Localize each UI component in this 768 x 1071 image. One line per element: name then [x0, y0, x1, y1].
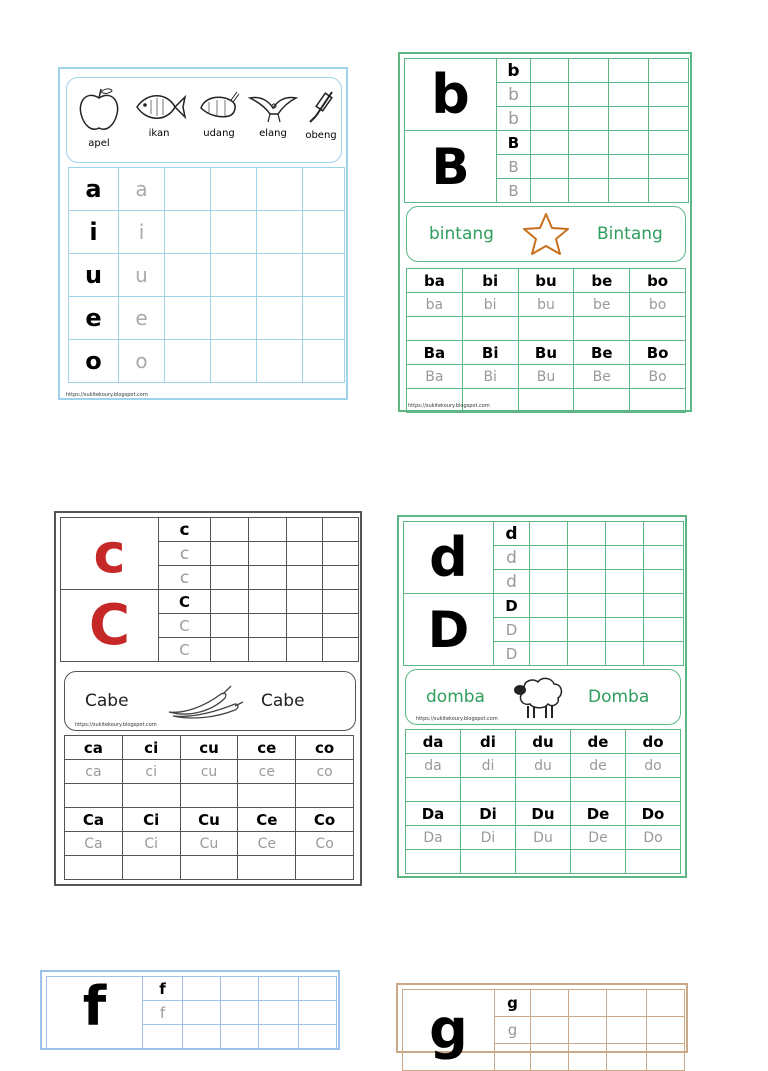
- writing-cell[interactable]: [257, 168, 303, 211]
- trace-letter: B: [497, 155, 531, 179]
- writing-cell[interactable]: [569, 107, 609, 131]
- syllable-trace: bo: [630, 293, 686, 317]
- word-upper: Bintang: [597, 224, 663, 244]
- writing-cell[interactable]: [183, 977, 221, 1001]
- writing-cell[interactable]: [406, 778, 461, 802]
- trace-letter: C: [159, 638, 211, 662]
- picture-ikan: [133, 90, 185, 139]
- writing-cell[interactable]: [569, 131, 609, 155]
- syllable-trace: de: [571, 754, 626, 778]
- syllable: Ca: [65, 808, 123, 832]
- syllable-trace: De: [571, 826, 626, 850]
- model-letter: d: [494, 522, 530, 546]
- writing-cell[interactable]: [531, 1017, 569, 1044]
- shrimp-icon: [197, 90, 241, 124]
- syllable-grid: [405, 729, 681, 874]
- writing-cell[interactable]: [516, 778, 571, 802]
- writing-cell[interactable]: [531, 83, 569, 107]
- letter-c-worksheet: [54, 511, 362, 886]
- eagle-icon: [248, 90, 298, 124]
- writing-cell[interactable]: [462, 317, 518, 341]
- trace-letter: c: [159, 542, 211, 566]
- syllable-trace: be: [574, 293, 630, 317]
- syllable-trace: Bo: [630, 365, 686, 389]
- writing-cell[interactable]: [644, 570, 684, 594]
- writing-cell[interactable]: [531, 59, 569, 83]
- syllable-trace: Co: [296, 832, 354, 856]
- letter-grid: [404, 58, 689, 203]
- writing-cell[interactable]: [518, 317, 574, 341]
- syllable: bi: [462, 269, 518, 293]
- picture-label: apel: [88, 138, 110, 149]
- trace-letter: c: [159, 566, 211, 590]
- writing-cell[interactable]: [259, 977, 299, 1001]
- writing-cell[interactable]: [211, 168, 257, 211]
- writing-cell[interactable]: [287, 638, 323, 662]
- vowel-letter: o: [69, 340, 119, 383]
- writing-cell[interactable]: [649, 155, 689, 179]
- writing-cell[interactable]: [287, 614, 323, 638]
- writing-cell[interactable]: [530, 594, 568, 618]
- syllable: Be: [574, 341, 630, 365]
- syllable-trace: Bi: [462, 365, 518, 389]
- writing-cell[interactable]: [609, 107, 649, 131]
- writing-cell[interactable]: [644, 546, 684, 570]
- sheep-icon: [510, 674, 570, 720]
- writing-cell[interactable]: [299, 977, 337, 1001]
- big-lowercase: f: [47, 977, 143, 1049]
- writing-cell[interactable]: [626, 850, 681, 874]
- writing-cell[interactable]: [249, 638, 287, 662]
- letter-grid: [60, 517, 359, 662]
- writing-cell[interactable]: [569, 83, 609, 107]
- big-lowercase: c: [61, 518, 159, 590]
- trace-letter: b: [497, 83, 531, 107]
- writing-cell[interactable]: [165, 297, 211, 340]
- model-letter: c: [159, 518, 211, 542]
- writing-cell[interactable]: [303, 297, 345, 340]
- syllable-trace: di: [461, 754, 516, 778]
- writing-cell[interactable]: [649, 179, 689, 203]
- writing-cell[interactable]: [569, 59, 609, 83]
- writing-cell[interactable]: [530, 618, 568, 642]
- picture-panel: [66, 77, 342, 163]
- syllable: Ci: [122, 808, 180, 832]
- star-icon: [521, 211, 571, 257]
- big-uppercase: C: [61, 590, 159, 662]
- writing-cell[interactable]: [296, 784, 354, 808]
- word-lower: bintang: [429, 224, 494, 244]
- word-upper: Cabe: [261, 691, 305, 711]
- writing-cell[interactable]: [303, 168, 345, 211]
- vowel-letter: i: [69, 211, 119, 254]
- writing-cell[interactable]: [183, 1001, 221, 1025]
- word-lower: domba: [426, 687, 485, 707]
- syllable-grid: [406, 268, 686, 413]
- writing-cell[interactable]: [323, 518, 359, 542]
- syllable-trace: Be: [574, 365, 630, 389]
- syllable: ba: [407, 269, 463, 293]
- writing-cell[interactable]: [257, 340, 303, 383]
- trace-letter: C: [159, 614, 211, 638]
- syllable-trace: Do: [626, 826, 681, 850]
- writing-cell[interactable]: [323, 542, 359, 566]
- syllable: co: [296, 736, 354, 760]
- vowel-letter: e: [69, 297, 119, 340]
- syllable-trace: bi: [462, 293, 518, 317]
- writing-cell[interactable]: [609, 179, 649, 203]
- writing-cell[interactable]: [211, 638, 249, 662]
- syllable-trace: Du: [516, 826, 571, 850]
- vowel-grid: [68, 167, 345, 383]
- syllable: be: [574, 269, 630, 293]
- trace-letter: f: [143, 1001, 183, 1025]
- writing-cell[interactable]: [649, 83, 689, 107]
- trace-letter: e: [119, 297, 165, 340]
- writing-cell[interactable]: [287, 542, 323, 566]
- syllable: Bi: [462, 341, 518, 365]
- syllable: ci: [122, 736, 180, 760]
- letter-g-worksheet: [396, 983, 688, 1061]
- writing-cell[interactable]: [647, 990, 685, 1017]
- word-lower: Cabe: [85, 691, 129, 711]
- writing-cell[interactable]: [571, 778, 626, 802]
- letter-grid: [403, 521, 684, 666]
- syllable-trace: ci: [122, 760, 180, 784]
- writing-cell[interactable]: [609, 59, 649, 83]
- writing-cell[interactable]: [644, 642, 684, 666]
- writing-cell[interactable]: [287, 518, 323, 542]
- picture-obeng: [295, 86, 347, 141]
- writing-cell[interactable]: [303, 254, 345, 297]
- model-letter: B: [497, 131, 531, 155]
- picture-apel: [73, 86, 125, 149]
- screwdriver-icon: [306, 86, 336, 126]
- syllable-trace: da: [406, 754, 461, 778]
- writing-cell[interactable]: [516, 850, 571, 874]
- syllable: di: [461, 730, 516, 754]
- writing-cell[interactable]: [406, 850, 461, 874]
- syllable: du: [516, 730, 571, 754]
- picture-label: ikan: [148, 128, 170, 139]
- writing-cell[interactable]: [257, 297, 303, 340]
- writing-cell[interactable]: [165, 211, 211, 254]
- model-letter: C: [159, 590, 211, 614]
- trace-letter: d: [494, 570, 530, 594]
- trace-letter: D: [494, 642, 530, 666]
- word-banner: [406, 206, 686, 262]
- writing-cell[interactable]: [323, 590, 359, 614]
- writing-cell[interactable]: [461, 778, 516, 802]
- vowel-letter: a: [69, 168, 119, 211]
- writing-cell[interactable]: [644, 618, 684, 642]
- writing-cell[interactable]: [649, 107, 689, 131]
- writing-cell[interactable]: [257, 254, 303, 297]
- writing-cell[interactable]: [647, 1017, 685, 1044]
- trace-letter: a: [119, 168, 165, 211]
- writing-cell[interactable]: [165, 168, 211, 211]
- writing-cell[interactable]: [568, 522, 606, 546]
- writing-cell[interactable]: [323, 614, 359, 638]
- syllable-trace: cu: [180, 760, 238, 784]
- syllable: da: [406, 730, 461, 754]
- trace-letter: o: [119, 340, 165, 383]
- syllable: Bo: [630, 341, 686, 365]
- picture-elang: [247, 90, 299, 139]
- big-lowercase: b: [405, 59, 497, 131]
- syllable: Du: [516, 802, 571, 826]
- trace-letter: B: [497, 179, 531, 203]
- writing-cell[interactable]: [221, 977, 259, 1001]
- writing-cell[interactable]: [607, 990, 647, 1017]
- writing-cell[interactable]: [649, 131, 689, 155]
- writing-cell[interactable]: [606, 570, 644, 594]
- syllable-trace: ca: [65, 760, 123, 784]
- syllable-trace: Di: [461, 826, 516, 850]
- writing-cell[interactable]: [531, 155, 569, 179]
- writing-cell[interactable]: [568, 546, 606, 570]
- writing-cell[interactable]: [249, 590, 287, 614]
- chili-icon: [165, 684, 245, 720]
- source-url: https://sukitekoury.blogspot.com: [416, 716, 498, 722]
- source-url: https://sukitekoury.blogspot.com: [66, 392, 148, 398]
- big-lowercase: g: [403, 990, 495, 1071]
- apple-icon: [76, 86, 122, 134]
- writing-cell[interactable]: [626, 778, 681, 802]
- writing-cell[interactable]: [249, 542, 287, 566]
- syllable-trace: ba: [407, 293, 463, 317]
- writing-cell[interactable]: [122, 784, 180, 808]
- writing-cell[interactable]: [574, 389, 630, 413]
- table-row: [69, 211, 345, 254]
- writing-cell[interactable]: [65, 856, 123, 880]
- writing-cell[interactable]: [630, 317, 686, 341]
- writing-cell[interactable]: [211, 590, 249, 614]
- writing-cell[interactable]: [606, 594, 644, 618]
- word-banner: [64, 671, 356, 731]
- writing-cell[interactable]: [606, 546, 644, 570]
- writing-cell[interactable]: [259, 1001, 299, 1025]
- syllable: De: [571, 802, 626, 826]
- writing-cell[interactable]: [165, 254, 211, 297]
- syllable: Do: [626, 802, 681, 826]
- picture-label: udang: [203, 128, 235, 139]
- writing-cell[interactable]: [257, 211, 303, 254]
- writing-cell[interactable]: [323, 566, 359, 590]
- writing-cell[interactable]: [531, 179, 569, 203]
- writing-cell[interactable]: [211, 211, 257, 254]
- syllable: Ba: [407, 341, 463, 365]
- letter-grid: [46, 976, 337, 1049]
- source-url: https://sukitekoury.blogspot.com: [408, 403, 490, 409]
- syllable-trace: co: [296, 760, 354, 784]
- trace-letter: b: [497, 107, 531, 131]
- writing-cell[interactable]: [461, 850, 516, 874]
- writing-cell[interactable]: [609, 131, 649, 155]
- writing-cell[interactable]: [568, 594, 606, 618]
- writing-cell[interactable]: [606, 522, 644, 546]
- writing-cell[interactable]: [569, 1017, 607, 1044]
- syllable-grid: [64, 735, 354, 880]
- writing-cell[interactable]: [296, 856, 354, 880]
- writing-cell[interactable]: [530, 642, 568, 666]
- syllable: cu: [180, 736, 238, 760]
- syllable: Cu: [180, 808, 238, 832]
- writing-cell[interactable]: [531, 990, 569, 1017]
- syllable-trace: bu: [518, 293, 574, 317]
- table-row: [69, 168, 345, 211]
- writing-cell[interactable]: [303, 211, 345, 254]
- writing-cell[interactable]: [180, 856, 238, 880]
- writing-cell[interactable]: [249, 566, 287, 590]
- syllable: Ce: [238, 808, 296, 832]
- writing-cell[interactable]: [287, 566, 323, 590]
- writing-cell[interactable]: [530, 570, 568, 594]
- fish-icon: [133, 90, 187, 124]
- writing-cell[interactable]: [65, 784, 123, 808]
- writing-cell[interactable]: [649, 59, 689, 83]
- model-letter: D: [494, 594, 530, 618]
- syllable: ca: [65, 736, 123, 760]
- writing-cell[interactable]: [238, 784, 296, 808]
- writing-cell[interactable]: [221, 1001, 259, 1025]
- trace-letter: g: [495, 1017, 531, 1044]
- model-letter: f: [143, 977, 183, 1001]
- table-row: [69, 254, 345, 297]
- trace-letter: D: [494, 618, 530, 642]
- writing-cell[interactable]: [249, 518, 287, 542]
- big-uppercase: B: [405, 131, 497, 203]
- writing-cell[interactable]: [165, 340, 211, 383]
- syllable: ce: [238, 736, 296, 760]
- syllable-trace: Bu: [518, 365, 574, 389]
- writing-cell[interactable]: [568, 642, 606, 666]
- writing-cell[interactable]: [211, 614, 249, 638]
- trace-letter: u: [119, 254, 165, 297]
- table-row: [69, 340, 345, 383]
- model-letter: g: [495, 990, 531, 1017]
- writing-cell[interactable]: [249, 614, 287, 638]
- syllable-trace: Da: [406, 826, 461, 850]
- letter-f-worksheet: [40, 970, 340, 1050]
- writing-cell[interactable]: [609, 155, 649, 179]
- syllable: Bu: [518, 341, 574, 365]
- writing-cell[interactable]: [211, 542, 249, 566]
- picture-label: elang: [259, 128, 287, 139]
- writing-cell[interactable]: [211, 254, 257, 297]
- big-lowercase: d: [404, 522, 494, 594]
- syllable: Di: [461, 802, 516, 826]
- writing-cell[interactable]: [518, 389, 574, 413]
- syllable-trace: Cu: [180, 832, 238, 856]
- writing-cell[interactable]: [530, 546, 568, 570]
- writing-cell[interactable]: [299, 1001, 337, 1025]
- big-uppercase: D: [404, 594, 494, 666]
- vowel-letter: u: [69, 254, 119, 297]
- writing-cell[interactable]: [606, 642, 644, 666]
- writing-cell[interactable]: [303, 340, 345, 383]
- writing-cell[interactable]: [609, 83, 649, 107]
- syllable-trace: Ca: [65, 832, 123, 856]
- picture-label: obeng: [305, 130, 337, 141]
- writing-cell[interactable]: [574, 317, 630, 341]
- writing-cell[interactable]: [122, 856, 180, 880]
- writing-cell[interactable]: [630, 389, 686, 413]
- letter-b-worksheet: [398, 52, 692, 412]
- writing-cell[interactable]: [569, 179, 609, 203]
- writing-cell[interactable]: [607, 1017, 647, 1044]
- writing-cell[interactable]: [180, 784, 238, 808]
- letter-grid: [402, 989, 685, 1071]
- trace-letter: d: [494, 546, 530, 570]
- syllable: Co: [296, 808, 354, 832]
- writing-cell[interactable]: [531, 107, 569, 131]
- syllable-trace: Ci: [122, 832, 180, 856]
- writing-cell[interactable]: [569, 155, 609, 179]
- model-letter: b: [497, 59, 531, 83]
- writing-cell[interactable]: [568, 570, 606, 594]
- syllable-trace: ce: [238, 760, 296, 784]
- writing-cell[interactable]: [238, 856, 296, 880]
- writing-cell[interactable]: [568, 618, 606, 642]
- source-url: https://sukitekoury.blogspot.com: [75, 722, 157, 728]
- writing-cell[interactable]: [644, 522, 684, 546]
- syllable-trace: Ba: [407, 365, 463, 389]
- picture-udang: [193, 90, 245, 139]
- writing-cell[interactable]: [211, 566, 249, 590]
- syllable: do: [626, 730, 681, 754]
- writing-cell[interactable]: [407, 317, 463, 341]
- syllable-trace: du: [516, 754, 571, 778]
- syllable: bu: [518, 269, 574, 293]
- writing-cell[interactable]: [569, 990, 607, 1017]
- vowel-worksheet: [58, 67, 348, 400]
- writing-cell[interactable]: [571, 850, 626, 874]
- syllable-trace: do: [626, 754, 681, 778]
- syllable: Da: [406, 802, 461, 826]
- syllable-trace: Ce: [238, 832, 296, 856]
- writing-cell[interactable]: [644, 594, 684, 618]
- writing-cell[interactable]: [211, 340, 257, 383]
- writing-cell[interactable]: [606, 618, 644, 642]
- table-row: [69, 297, 345, 340]
- syllable: bo: [630, 269, 686, 293]
- writing-cell[interactable]: [211, 518, 249, 542]
- writing-cell[interactable]: [211, 297, 257, 340]
- letter-d-worksheet: [397, 515, 687, 878]
- writing-cell[interactable]: [323, 638, 359, 662]
- writing-cell[interactable]: [530, 522, 568, 546]
- syllable: de: [571, 730, 626, 754]
- trace-letter: i: [119, 211, 165, 254]
- writing-cell[interactable]: [287, 590, 323, 614]
- word-upper: Domba: [588, 687, 650, 707]
- writing-cell[interactable]: [531, 131, 569, 155]
- word-banner: [405, 669, 681, 725]
